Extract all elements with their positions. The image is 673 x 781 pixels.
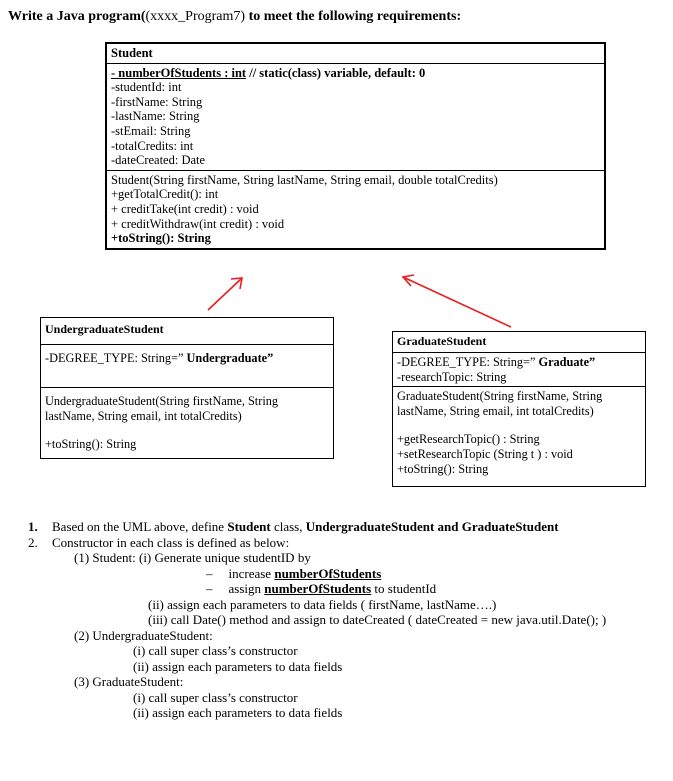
undergrad-methods-section bbox=[41, 387, 333, 458]
grad-method: +toString(): String bbox=[397, 461, 489, 476]
grad-attr-value: Graduate” bbox=[535, 355, 596, 369]
undergrad-attr bbox=[45, 351, 329, 366]
bullet-item bbox=[8, 566, 668, 582]
bullet-prefix: increase bbox=[228, 565, 275, 581]
student-method: +getTotalCredit(): int bbox=[111, 187, 219, 202]
sub-sub-item: (ii) assign each parameters to data fields bbox=[133, 658, 343, 674]
undergrad-title-section bbox=[41, 318, 333, 344]
student-method: + creditTake(int credit) : void bbox=[111, 201, 259, 216]
sub-item: (2) UndergraduateStudent: bbox=[74, 627, 213, 643]
item-number: 1. bbox=[28, 519, 38, 534]
requirements-list bbox=[8, 519, 668, 721]
student-attr: -firstName: String bbox=[111, 94, 203, 109]
sub-sub-item: (iii) call Date() method and assign to dateCreated ( dateCreated = new java.util.Date(); ) bbox=[148, 612, 607, 627]
grad-method: +setResearchTopic (String t ) : void bbox=[397, 446, 573, 461]
student-attr: -studentId: int bbox=[111, 80, 182, 95]
bullet-bold: numberOfStudents bbox=[264, 581, 372, 596]
grad-constructor: GraduateStudent(String firstName, String lastName, String email, int totalCredits) bbox=[397, 389, 603, 418]
bullet-prefix: assign bbox=[228, 581, 265, 596]
item1-bold-subclasses: UndergraduateStudent and GraduateStudent bbox=[305, 519, 559, 534]
undergrad-class-title: UndergraduateStudent bbox=[45, 322, 164, 336]
sub-sub-item: (i) call super class’s constructor bbox=[133, 689, 298, 705]
grad-class-title: GraduateStudent bbox=[397, 334, 487, 348]
student-attr: -stEmail: String bbox=[111, 123, 191, 138]
undergrad-attributes-section bbox=[41, 344, 333, 387]
student-tostring-method: +toString(): String bbox=[111, 231, 211, 246]
bullet-item bbox=[8, 581, 668, 597]
student-attr: -lastName: String bbox=[111, 109, 200, 124]
sub-sub-item: (ii) assign each parameters to data fields ( firstName, lastName….) bbox=[148, 596, 497, 612]
heading-program-name: (xxxx_Program7) bbox=[145, 9, 246, 24]
uml-graduate-class bbox=[392, 331, 646, 487]
item1-text: Based on the UML above, define bbox=[52, 519, 228, 534]
arrow-grad-to-student bbox=[403, 275, 511, 327]
grad-attr: -researchTopic: String bbox=[397, 369, 507, 384]
grad-attr-prefix: -DEGREE_TYPE: String=” bbox=[397, 355, 536, 369]
bullet-bold: numberOfStudents bbox=[274, 565, 382, 581]
undergrad-attr-value: Undergraduate” bbox=[183, 351, 274, 365]
grad-attributes-section bbox=[393, 352, 645, 386]
sub-sub-item: (i) call super class’s constructor bbox=[133, 643, 298, 658]
item1-mid: class, bbox=[270, 519, 306, 534]
grad-attr bbox=[397, 355, 641, 370]
static-attr-name: - numberOfStudents : int bbox=[111, 65, 247, 80]
student-method: Student(String firstName, String lastName, String email, double totalCredits) bbox=[111, 172, 498, 187]
student-attr: -totalCredits: int bbox=[111, 138, 194, 153]
dash-bullet: – bbox=[206, 565, 213, 581]
undergrad-tostring: +toString(): String bbox=[45, 437, 137, 452]
list-item bbox=[8, 519, 668, 535]
student-method: + creditWithdraw(int credit) : void bbox=[111, 216, 285, 231]
student-attr: -dateCreated: Date bbox=[111, 153, 206, 168]
item1-bold-student: Student bbox=[227, 519, 271, 534]
sub-item: (1) Student: (i) Generate unique studentID by bbox=[74, 550, 311, 565]
list-item bbox=[8, 535, 668, 551]
sub-sub-item: (ii) assign each parameters to data fields bbox=[133, 705, 343, 720]
static-attr-comment: // static(class) variable, default: 0 bbox=[246, 65, 426, 80]
student-class-title: Student bbox=[111, 46, 153, 60]
heading-end: to meet the following requirements: bbox=[245, 9, 462, 24]
item2-text: Constructor in each class is defined as below: bbox=[52, 534, 290, 550]
grad-methods-section bbox=[393, 386, 645, 486]
bullet-suffix: to studentId bbox=[371, 581, 437, 596]
grad-title-section bbox=[393, 332, 645, 352]
uml-undergraduate-class bbox=[40, 317, 334, 459]
grad-method: +getResearchTopic() : String bbox=[397, 432, 540, 447]
heading-start: Write a Java program( bbox=[8, 9, 146, 24]
sub-item: (3) GraduateStudent: bbox=[74, 674, 184, 689]
undergrad-attr-prefix: -DEGREE_TYPE: String=” bbox=[45, 351, 184, 365]
arrow-undergrad-to-student bbox=[208, 278, 242, 310]
item-number: 2. bbox=[28, 534, 38, 550]
undergrad-constructor: UndergraduateStudent(String firstName, String lastName, String email, int totalCredits) bbox=[45, 394, 279, 423]
dash-bullet: – bbox=[206, 581, 213, 596]
